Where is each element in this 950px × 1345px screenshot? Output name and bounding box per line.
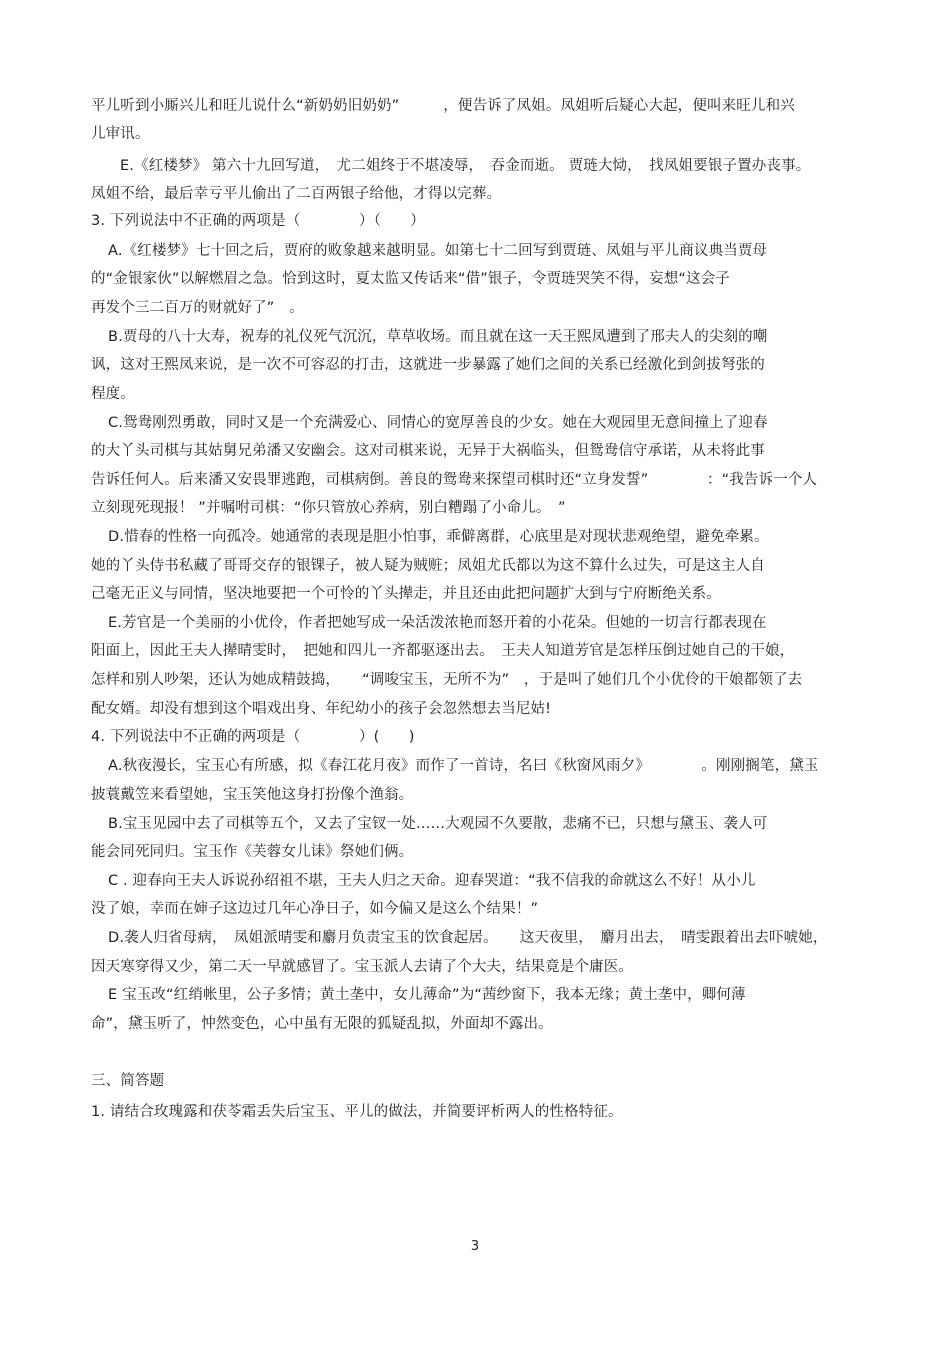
option-c: C.鸳鸯刚烈勇敢，同时又是一个充满爱心、同情心的宽厚善良的少女。她在大观园里无意间撞上了迎春 [108, 415, 768, 431]
text-line: 的大丫头司棋与其姑舅兄弟潘又安幽会。这对司棋来说，无异于大祸临头，但鸳鸯信守承诺，从未将此事 [91, 443, 765, 459]
question-heading: 1. 请结合玫瑰露和茯苓霜丢失后宝玉、平儿的做法，并简要评析两人的性格特征。 [91, 1104, 623, 1120]
text-line: 能会同死同归。宝玉作《芙蓉女儿诔》祭她们俩。 [91, 844, 414, 860]
text-line: 儿审讯。 [91, 126, 150, 142]
text-line: 凤姐不给，最后幸亏平儿偷出了二百两银子给他，才得以完葬。 [91, 186, 502, 202]
text-line: 阳面上，因此王夫人撵晴雯时， 把她和四儿一齐都驱逐出去。 王夫人知道芳官是怎样压倒过她自己的干娘， [91, 643, 795, 659]
section-heading: 三、简答题 [91, 1073, 165, 1089]
question-heading: 3. 下列说法中不正确的两项是（ ）（ ） [91, 213, 425, 229]
text-line: 己毫无正义与同情，坚决地要把一个可怜的丫头撵走，并且还由此把问题扩大到与宁府断绝关系。 [91, 586, 721, 602]
text-line: 的“金银家伙”以解燃眉之急。恰到这时，夏太监又传话来“借”银子，令贾琏哭笑不得，妄想“这会子 [91, 271, 730, 287]
option-e: E 宝玉改“红绡帐里，公子多情；黄土垄中，女儿薄命”为“茜纱窗下，我本无缘；黄土垄中，卿何薄 [108, 987, 746, 1003]
text-line: 讽，这对王熙凤来说，是一次不可容忍的打击，这就进一步暴露了她们之间的关系已经激化到剑拔弩张的 [91, 357, 765, 373]
option-d: D.袭人归省母病， 凤姐派晴雯和麝月负责宝玉的饮食起居。 这天夜里， 麝月出去， 晴雯跟着出去吓唬她， [108, 930, 828, 946]
option-e: E.芳官是一个美丽的小优伶，作者把她写成一朵活泼浓艳而怒开着的小花朵。但她的一切言行都表现在 [108, 615, 767, 631]
option-a: A.《红楼梦》七十回之后，贾府的败象越来越明显。如第七十二回写到贾琏、凤姐与平儿商议典当贾母 [108, 243, 768, 259]
option-a: A.秋夜漫长，宝玉心有所感，拟《春江花月夜》而作了一首诗，名曰《秋窗风雨夕》 。刚刚搁笔，黛玉 [108, 758, 819, 774]
text-line: 怎样和别人吵架，还认为她成精鼓捣， “调唆宝玉，无所不为” ，于是叫了她们几个小优伶的干娘都领了去 [91, 672, 803, 688]
option-b: B.宝玉见园中去了司棋等五个，又去了宝钗一处……大观园不久要散，悲痛不已，只想与黛玉、袭人可 [108, 816, 768, 832]
text-line: 告诉任何人。后来潘又安畏罪逃跑，司棋病倒。善良的鸳鸯来探望司棋时还“立身发誓” ：“我告诉一个人 [91, 472, 818, 488]
option-d: D.惜春的性格一向孤冷。她通常的表现是胆小怕事，乖僻离群，心底里是对现状悲观绝望，避免牵累。 [108, 529, 769, 545]
question-heading: 4. 下列说法中不正确的两项是（ ）( ) [91, 729, 415, 745]
text-line: 平儿听到小厮兴儿和旺儿说什么“新奶奶旧奶奶” ，便告诉了凤姐。凤姐听后疑心大起，便叫来旺儿和兴 [91, 98, 795, 114]
text-line: E.《红楼梦》 第六十九回写道， 尤二姐终于不堪凌辱， 吞金而逝。 贾琏大恸， 找凤姐要银子置办丧事。 [120, 158, 811, 174]
text-line: 立刻现死现报！ ”并嘱咐司棋：“你只管放心养病，别白糟蹋了小命儿。 ” [91, 500, 566, 516]
text-line: 披蓑戴笠来看望她，宝玉笑他这身打扮像个渔翁。 [91, 787, 414, 803]
text-line: 程度。 [91, 386, 135, 402]
text-line: 配女婿。却没有想到这个唱戏出身、年纪幼小的孩子会忽然想去当尼姑! [91, 701, 552, 717]
option-b: B.贾母的八十大寿，祝寿的礼仪死气沉沉，草草收场。而且就在这一天王熙凤遭到了邢夫人的尖刻的嘲 [108, 329, 768, 345]
text-line: 命”，黛玉听了，忡然变色，心中虽有无限的狐疑乱拟，外面却不露出。 [91, 1016, 553, 1032]
text-line: 没了娘，幸而在婶子这边过几年心净日子，如今偏又是这么个结果！” [91, 901, 539, 917]
page-number: 3 [470, 1239, 480, 1254]
option-c: C . 迎春向王夫人诉说孙绍祖不堪，王夫人归之天命。迎春哭道：“我不信我的命就这么不好！从小儿 [108, 873, 756, 889]
text-line: 她的丫头侍书私藏了哥哥交存的银锞子，被人疑为贼赃；凤姐尤氏都以为这不算什么过失，可是这主人自 [91, 558, 765, 574]
text-line: 因天寒穿得又少，第二天一早就感冒了。宝玉派人去请了个大夫，结果竟是个庸医。 [91, 959, 634, 975]
text-line: 再发个三二百万的财就好了” 。 [91, 300, 304, 316]
